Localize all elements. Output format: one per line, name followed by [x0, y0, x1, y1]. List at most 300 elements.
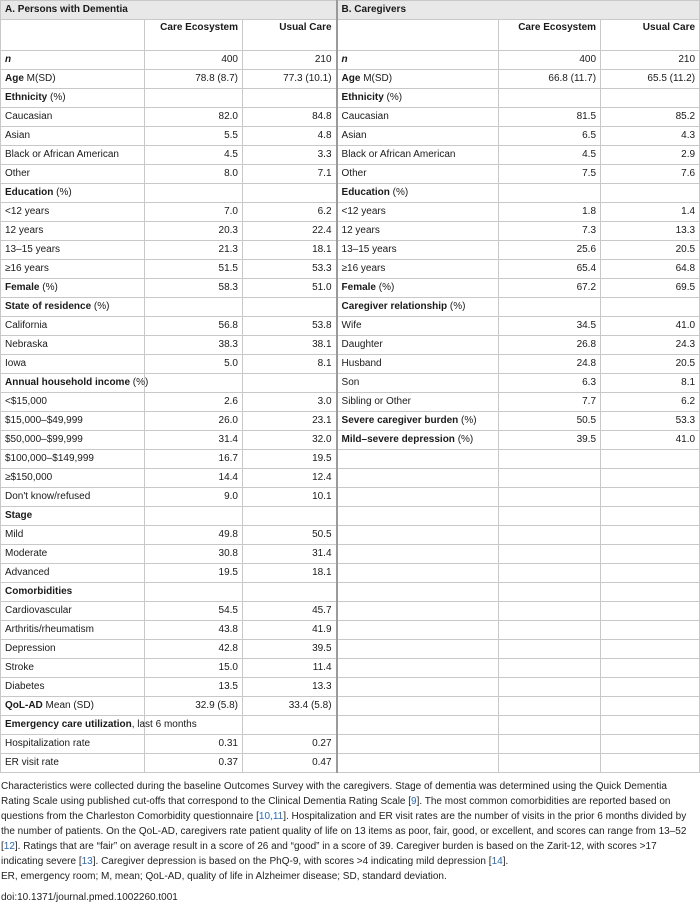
panel-a-care-ecosystem-value: 42.8 — [145, 640, 243, 659]
panel-a-usual-care-value — [243, 507, 337, 526]
panel-a-row-label — [1, 146, 145, 165]
table-row — [1, 735, 700, 754]
table-row — [1, 184, 700, 203]
panel-b-row-label — [337, 412, 499, 431]
panel-b-usual-care-value — [601, 659, 700, 678]
panel-b-row-label — [337, 51, 499, 70]
panel-a-usual-care-value: 210 — [243, 51, 337, 70]
row-label-suffix: (%) — [389, 187, 409, 198]
row-label-suffix: (%) — [376, 282, 395, 293]
panel-b-usual-care-value — [601, 621, 700, 640]
panel-a-row-label — [1, 279, 145, 298]
row-label-suffix: (%) — [39, 282, 58, 293]
panel-b-row-label — [337, 450, 499, 469]
reference-link[interactable]: 12 — [3, 841, 15, 852]
panel-b-care-ecosystem-value — [499, 450, 601, 469]
panel-b-row-label — [337, 203, 499, 222]
reference-link[interactable]: 9 — [411, 796, 417, 807]
row-label-text: Other — [5, 168, 31, 179]
panel-b-row-label — [337, 431, 499, 450]
row-label-text: Stage — [5, 510, 33, 521]
panel-b-row-label — [337, 640, 499, 659]
table-row — [1, 602, 700, 621]
panel-a-usual-care-value: 38.1 — [243, 336, 337, 355]
panel-a-col2-header: Usual Care — [243, 20, 337, 51]
panel-a-row-label — [1, 165, 145, 184]
panel-b-care-ecosystem-value — [499, 507, 601, 526]
panel-b-usual-care-value — [601, 602, 700, 621]
row-label-text: Caregiver relationship — [341, 301, 448, 312]
row-label-suffix: , last 6 months — [131, 719, 197, 730]
panel-b-row-label — [337, 469, 499, 488]
panel-b-usual-care-value: 69.5 — [601, 279, 700, 298]
panel-a-usual-care-value — [243, 184, 337, 203]
panel-a-row-label — [1, 583, 145, 602]
row-label-text: Stroke — [5, 662, 34, 673]
panel-b-care-ecosystem-value — [499, 583, 601, 602]
panel-a-row-label — [1, 659, 145, 678]
panel-a-row-label — [1, 507, 145, 526]
panel-b-row-label — [337, 659, 499, 678]
panel-a-care-ecosystem-value — [145, 298, 243, 317]
panel-a-care-ecosystem-value: 26.0 — [145, 412, 243, 431]
panel-b-care-ecosystem-value — [499, 89, 601, 108]
table-row — [1, 697, 700, 716]
panel-b-usual-care-value: 41.0 — [601, 431, 700, 450]
table-row — [1, 51, 700, 70]
panel-a-row-label — [1, 298, 145, 317]
footnote-text: ]. — [502, 856, 509, 867]
row-label-text: Mild — [5, 529, 24, 540]
panel-b-care-ecosystem-value — [499, 602, 601, 621]
row-label-text: Diabetes — [5, 681, 45, 692]
row-label-text: Female — [341, 282, 376, 293]
panel-a-usual-care-value — [243, 583, 337, 602]
panel-b-row-label — [337, 583, 499, 602]
panel-b-usual-care-value: 6.2 — [601, 393, 700, 412]
table-row — [1, 716, 700, 735]
panel-a-usual-care-value: 11.4 — [243, 659, 337, 678]
row-label-text: 13–15 years — [341, 244, 397, 255]
panel-b-usual-care-value: 1.4 — [601, 203, 700, 222]
row-label-suffix: M(SD) — [360, 73, 393, 84]
panel-a-care-ecosystem-value: 30.8 — [145, 545, 243, 564]
table-row — [1, 127, 700, 146]
row-label-text: 13–15 years — [5, 244, 61, 255]
panel-a-care-ecosystem-value: 78.8 (8.7) — [145, 70, 243, 89]
row-label-text: Arthritis/rheumatism — [5, 624, 94, 635]
row-label-suffix: (%) — [458, 415, 477, 426]
table-row — [1, 203, 700, 222]
panel-b-care-ecosystem-value: 26.8 — [499, 336, 601, 355]
panel-a-care-ecosystem-value: 32.9 (5.8) — [145, 697, 243, 716]
panel-b-row-label — [337, 260, 499, 279]
panel-a-care-ecosystem-value: 15.0 — [145, 659, 243, 678]
panel-b-care-ecosystem-value: 50.5 — [499, 412, 601, 431]
row-label-text: n — [5, 54, 12, 65]
row-label-text: Asian — [5, 130, 31, 141]
table-row — [1, 507, 700, 526]
table-row — [1, 412, 700, 431]
panel-b-usual-care-value — [601, 298, 700, 317]
panel-b-usual-care-value: 85.2 — [601, 108, 700, 127]
panel-a-row-label — [1, 203, 145, 222]
row-label-text: Iowa — [5, 358, 27, 369]
panel-b-usual-care-value — [601, 697, 700, 716]
panel-a-row-label — [1, 564, 145, 583]
panel-a-usual-care-value — [243, 716, 337, 735]
row-label-text: Female — [5, 282, 40, 293]
panel-b-usual-care-value: 20.5 — [601, 355, 700, 374]
panel-b-col1-header: Care Ecosystem — [499, 20, 601, 51]
panel-b-care-ecosystem-value: 400 — [499, 51, 601, 70]
panel-b-care-ecosystem-value: 34.5 — [499, 317, 601, 336]
panel-b-care-ecosystem-value: 4.5 — [499, 146, 601, 165]
row-label-text: 12 years — [5, 225, 44, 236]
table-row — [1, 260, 700, 279]
abbreviations-note: ER, emergency room; M, mean; QoL-AD, quality of life in Alzheimer disease; SD, standard deviation. — [1, 871, 447, 882]
table-row — [1, 393, 700, 412]
row-label-suffix: (%) — [383, 92, 403, 103]
panel-b-label-header — [337, 20, 499, 51]
row-label-suffix: (%) — [91, 301, 110, 312]
panel-b-care-ecosystem-value: 7.5 — [499, 165, 601, 184]
panel-a-care-ecosystem-value — [145, 374, 243, 393]
panel-a-row-label — [1, 89, 145, 108]
row-label-text: Wife — [341, 320, 362, 331]
panel-b-usual-care-value — [601, 545, 700, 564]
table-row — [1, 659, 700, 678]
panel-b-care-ecosystem-value: 6.3 — [499, 374, 601, 393]
reference-link[interactable]: 10,11 — [258, 811, 284, 822]
panel-a-col1-header: Care Ecosystem — [145, 20, 243, 51]
doi-line: doi:10.1371/journal.pmed.1002260.t001 — [1, 892, 178, 903]
footnote-text: ]. Hospitalization and ER visit rates are the number of visits in the prior 6 months divided by the number of patients. On the QoL-AD, caregivers rate patient quality of life on 13 items as poor, fair, good, or excellent, and scores can range from 13–52 [ — [1, 811, 687, 852]
panel-b-row-label — [337, 507, 499, 526]
table-row — [1, 583, 700, 602]
table-row — [1, 545, 700, 564]
panel-b-row-label — [337, 336, 499, 355]
panel-a-usual-care-value: 84.8 — [243, 108, 337, 127]
row-label-text: n — [341, 54, 348, 65]
table-row — [1, 564, 700, 583]
panel-a-row-label — [1, 545, 145, 564]
panel-b-usual-care-value: 20.5 — [601, 241, 700, 260]
panel-a-care-ecosystem-value: 5.0 — [145, 355, 243, 374]
panel-a-care-ecosystem-value: 14.4 — [145, 469, 243, 488]
panel-b-care-ecosystem-value — [499, 184, 601, 203]
panel-b-row-label — [337, 241, 499, 260]
panel-b-care-ecosystem-value: 7.3 — [499, 222, 601, 241]
panel-a-title: A. Persons with Dementia — [1, 1, 337, 20]
panel-b-usual-care-value: 64.8 — [601, 260, 700, 279]
table-row — [1, 279, 700, 298]
panel-b-usual-care-value — [601, 583, 700, 602]
panel-a-care-ecosystem-value: 9.0 — [145, 488, 243, 507]
table-row — [1, 621, 700, 640]
panel-a-usual-care-value: 19.5 — [243, 450, 337, 469]
row-label-text: $50,000–$99,999 — [5, 434, 83, 445]
panel-a-row-label — [1, 127, 145, 146]
panel-a-row-label — [1, 108, 145, 127]
panel-b-usual-care-value: 8.1 — [601, 374, 700, 393]
panel-b-care-ecosystem-value: 81.5 — [499, 108, 601, 127]
panel-a-row-label — [1, 450, 145, 469]
table-row — [1, 526, 700, 545]
footnote-paragraph — [1, 779, 693, 869]
panel-b-row-label — [337, 298, 499, 317]
panel-a-care-ecosystem-value: 7.0 — [145, 203, 243, 222]
row-label-text: Hospitalization rate — [5, 738, 91, 749]
panel-a-usual-care-value: 50.5 — [243, 526, 337, 545]
row-label-text: ≥16 years — [341, 263, 386, 274]
row-label-suffix: (%) — [53, 187, 72, 198]
panel-b-row-label — [337, 374, 499, 393]
row-label-text: Other — [341, 168, 367, 179]
panel-a-row-label — [1, 640, 145, 659]
panel-b-usual-care-value — [601, 526, 700, 545]
panel-b-care-ecosystem-value: 39.5 — [499, 431, 601, 450]
table-row — [1, 355, 700, 374]
row-label-suffix: (%) — [47, 92, 66, 103]
row-label-text: Daughter — [341, 339, 383, 350]
panel-a-row-label — [1, 393, 145, 412]
panel-b-care-ecosystem-value: 6.5 — [499, 127, 601, 146]
panel-b-row-label — [337, 146, 499, 165]
panel-b-care-ecosystem-value — [499, 716, 601, 735]
panel-a-care-ecosystem-value: 21.3 — [145, 241, 243, 260]
panel-a-row-label — [1, 697, 145, 716]
table-row — [1, 70, 700, 89]
panel-a-row-label — [1, 51, 145, 70]
column-header-row — [1, 20, 700, 51]
panel-b-usual-care-value — [601, 89, 700, 108]
row-label-text: Asian — [341, 130, 367, 141]
panel-a-care-ecosystem-value: 4.5 — [145, 146, 243, 165]
panel-a-usual-care-value — [243, 298, 337, 317]
panel-a-row-label — [1, 469, 145, 488]
row-label-text: $100,000–$149,999 — [5, 453, 94, 464]
panel-b-care-ecosystem-value — [499, 697, 601, 716]
table-row — [1, 298, 700, 317]
panel-a-usual-care-value: 18.1 — [243, 564, 337, 583]
panel-b-care-ecosystem-value — [499, 678, 601, 697]
panel-a-usual-care-value: 4.8 — [243, 127, 337, 146]
row-label-text: Age — [341, 73, 361, 84]
panel-a-row-label — [1, 716, 197, 735]
panel-b-row-label — [337, 279, 499, 298]
panel-b-row-label — [337, 127, 499, 146]
panel-b-usual-care-value: 7.6 — [601, 165, 700, 184]
panel-b-care-ecosystem-value — [499, 564, 601, 583]
panel-a-row-label — [1, 260, 145, 279]
reference-link[interactable]: 14 — [491, 856, 503, 867]
row-label-text: Nebraska — [5, 339, 48, 350]
panel-b-care-ecosystem-value: 67.2 — [499, 279, 601, 298]
panel-b-row-label — [337, 184, 499, 203]
panel-b-usual-care-value — [601, 735, 700, 754]
panel-b-usual-care-value — [601, 450, 700, 469]
row-label-text: Emergency care utilization — [5, 719, 132, 730]
panel-a-care-ecosystem-value — [145, 583, 243, 602]
panel-b-row-label — [337, 393, 499, 412]
table-row — [1, 146, 700, 165]
panel-b-usual-care-value — [601, 716, 700, 735]
panel-b-care-ecosystem-value — [499, 526, 601, 545]
row-label-text: Annual household income — [5, 377, 131, 388]
panel-a-usual-care-value: 6.2 — [243, 203, 337, 222]
panel-a-row-label — [1, 735, 145, 754]
panel-b-row-label — [337, 70, 499, 89]
footnote-text: ]. Caregiver depression is based on the PhQ-9, with scores >4 indicating mild depression [ — [92, 856, 492, 867]
panel-a-usual-care-value: 53.3 — [243, 260, 337, 279]
row-label-suffix: Mean (SD) — [42, 700, 94, 711]
table-row — [1, 108, 700, 127]
panel-a-care-ecosystem-value: 13.5 — [145, 678, 243, 697]
panel-a-care-ecosystem-value: 49.8 — [145, 526, 243, 545]
panel-b-row-label — [337, 545, 499, 564]
panel-title-row — [1, 1, 700, 20]
panel-b-row-label — [337, 697, 499, 716]
row-label-text: QoL-AD — [5, 700, 43, 711]
panel-b-usual-care-value: 41.0 — [601, 317, 700, 336]
panel-b-usual-care-value: 2.9 — [601, 146, 700, 165]
row-label-text: Comorbidities — [5, 586, 73, 597]
table-row — [1, 317, 700, 336]
row-label-text: Severe caregiver burden — [341, 415, 459, 426]
panel-b-row-label — [337, 108, 499, 127]
row-label-text: Sibling or Other — [341, 396, 412, 407]
table-row — [1, 241, 700, 260]
panel-a-care-ecosystem-value: 16.7 — [145, 450, 243, 469]
table-row — [1, 678, 700, 697]
panel-a-care-ecosystem-value: 43.8 — [145, 621, 243, 640]
panel-b-usual-care-value — [601, 678, 700, 697]
row-label-text: ≥$150,000 — [5, 472, 53, 483]
panel-b-care-ecosystem-value — [499, 659, 601, 678]
panel-a-care-ecosystem-value: 58.3 — [145, 279, 243, 298]
panel-b-row-label — [337, 317, 499, 336]
panel-a-row-label — [1, 317, 145, 336]
panel-a-usual-care-value — [243, 374, 337, 393]
row-label-text: Education — [341, 187, 390, 198]
panel-a-usual-care-value: 45.7 — [243, 602, 337, 621]
panel-a-usual-care-value: 3.3 — [243, 146, 337, 165]
row-label-text: <$15,000 — [5, 396, 47, 407]
panel-a-usual-care-value: 13.3 — [243, 678, 337, 697]
panel-b-row-label — [337, 621, 499, 640]
panel-a-row-label — [1, 621, 145, 640]
panel-a-usual-care-value: 12.4 — [243, 469, 337, 488]
panel-b-usual-care-value — [601, 488, 700, 507]
panel-a-care-ecosystem-value: 8.0 — [145, 165, 243, 184]
panel-a-care-ecosystem-value: 56.8 — [145, 317, 243, 336]
panel-a-care-ecosystem-value: 82.0 — [145, 108, 243, 127]
row-label-text: Son — [341, 377, 360, 388]
row-label-suffix: (%) — [447, 301, 466, 312]
table-row — [1, 336, 700, 355]
panel-a-usual-care-value: 22.4 — [243, 222, 337, 241]
row-label-text: $15,000–$49,999 — [5, 415, 83, 426]
panel-b-care-ecosystem-value: 66.8 (11.7) — [499, 70, 601, 89]
table-row — [1, 640, 700, 659]
row-label-text: 12 years — [341, 225, 380, 236]
panel-a-usual-care-value: 7.1 — [243, 165, 337, 184]
row-label-text: Depression — [5, 643, 56, 654]
table-row — [1, 165, 700, 184]
row-label-text: Husband — [341, 358, 382, 369]
panel-a-care-ecosystem-value: 5.5 — [145, 127, 243, 146]
panel-b-usual-care-value — [601, 469, 700, 488]
panel-a-care-ecosystem-value: 2.6 — [145, 393, 243, 412]
table-row — [1, 222, 700, 241]
panel-a-care-ecosystem-value: 51.5 — [145, 260, 243, 279]
panel-b-row-label — [337, 678, 499, 697]
panel-a-usual-care-value: 41.9 — [243, 621, 337, 640]
row-label-text: Mild–severe depression — [341, 434, 455, 445]
panel-b-title: B. Caregivers — [337, 1, 700, 20]
panel-a-care-ecosystem-value: 400 — [145, 51, 243, 70]
panel-a-row-label — [1, 754, 145, 773]
panel-a-care-ecosystem-value: 19.5 — [145, 564, 243, 583]
row-label-text: Education — [5, 187, 54, 198]
panel-a-row-label — [1, 488, 145, 507]
footnote-text: ]. The most common comorbidities are reported based on questions from the Charleston Comorbidity questionnaire [ — [1, 796, 671, 822]
panel-a-row-label — [1, 222, 145, 241]
row-label-text: State of residence — [5, 301, 92, 312]
panel-a-usual-care-value: 0.27 — [243, 735, 337, 754]
panel-a-care-ecosystem-value: 20.3 — [145, 222, 243, 241]
row-label-text: Black or African American — [5, 149, 119, 160]
panel-a-label-header — [1, 20, 145, 51]
panel-b-care-ecosystem-value — [499, 488, 601, 507]
row-label-text: Don't know/refused — [5, 491, 91, 502]
panel-a-care-ecosystem-value: 0.31 — [145, 735, 243, 754]
footnote-text: Characteristics were collected during the baseline Outcomes Survey with the caregivers. Stage of dementia was determined using the Quick Dementia Rating Scale using published cut-offs that correspond to the Clinical Dementia Rating Scale [ — [1, 781, 667, 807]
panel-b-care-ecosystem-value — [499, 469, 601, 488]
panel-b-care-ecosystem-value — [499, 754, 601, 773]
reference-link[interactable]: 13 — [81, 856, 93, 867]
panel-a-usual-care-value: 77.3 (10.1) — [243, 70, 337, 89]
row-label-text: Caucasian — [5, 111, 53, 122]
panel-b-row-label — [337, 222, 499, 241]
footnote-text: ]. Ratings that are “fair” on average result in a score of 26 and “good” in a score of 39. Caregiver burden is based on the Zarit-12, with scores >17 indicating severe [ — [1, 841, 657, 867]
table-row — [1, 374, 700, 393]
panel-a-row-label — [1, 602, 145, 621]
row-label-text: <12 years — [341, 206, 386, 217]
panel-b-usual-care-value: 4.3 — [601, 127, 700, 146]
panel-b-row-label — [337, 526, 499, 545]
panel-a-care-ecosystem-value: 0.37 — [145, 754, 243, 773]
panel-b-care-ecosystem-value: 7.7 — [499, 393, 601, 412]
panel-a-care-ecosystem-value — [145, 184, 243, 203]
panel-b-row-label — [337, 355, 499, 374]
panel-b-usual-care-value — [601, 640, 700, 659]
panel-b-care-ecosystem-value — [499, 298, 601, 317]
panel-b-usual-care-value: 53.3 — [601, 412, 700, 431]
row-label-text: Caucasian — [341, 111, 389, 122]
panel-a-care-ecosystem-value — [145, 507, 243, 526]
panel-b-usual-care-value: 13.3 — [601, 222, 700, 241]
panel-b-usual-care-value: 24.3 — [601, 336, 700, 355]
row-label-text: <12 years — [5, 206, 50, 217]
panel-a-usual-care-value: 10.1 — [243, 488, 337, 507]
panel-b-care-ecosystem-value — [499, 640, 601, 659]
panel-b-usual-care-value: 210 — [601, 51, 700, 70]
panel-a-usual-care-value: 18.1 — [243, 241, 337, 260]
panel-b-usual-care-value — [601, 507, 700, 526]
panel-a-usual-care-value — [243, 89, 337, 108]
